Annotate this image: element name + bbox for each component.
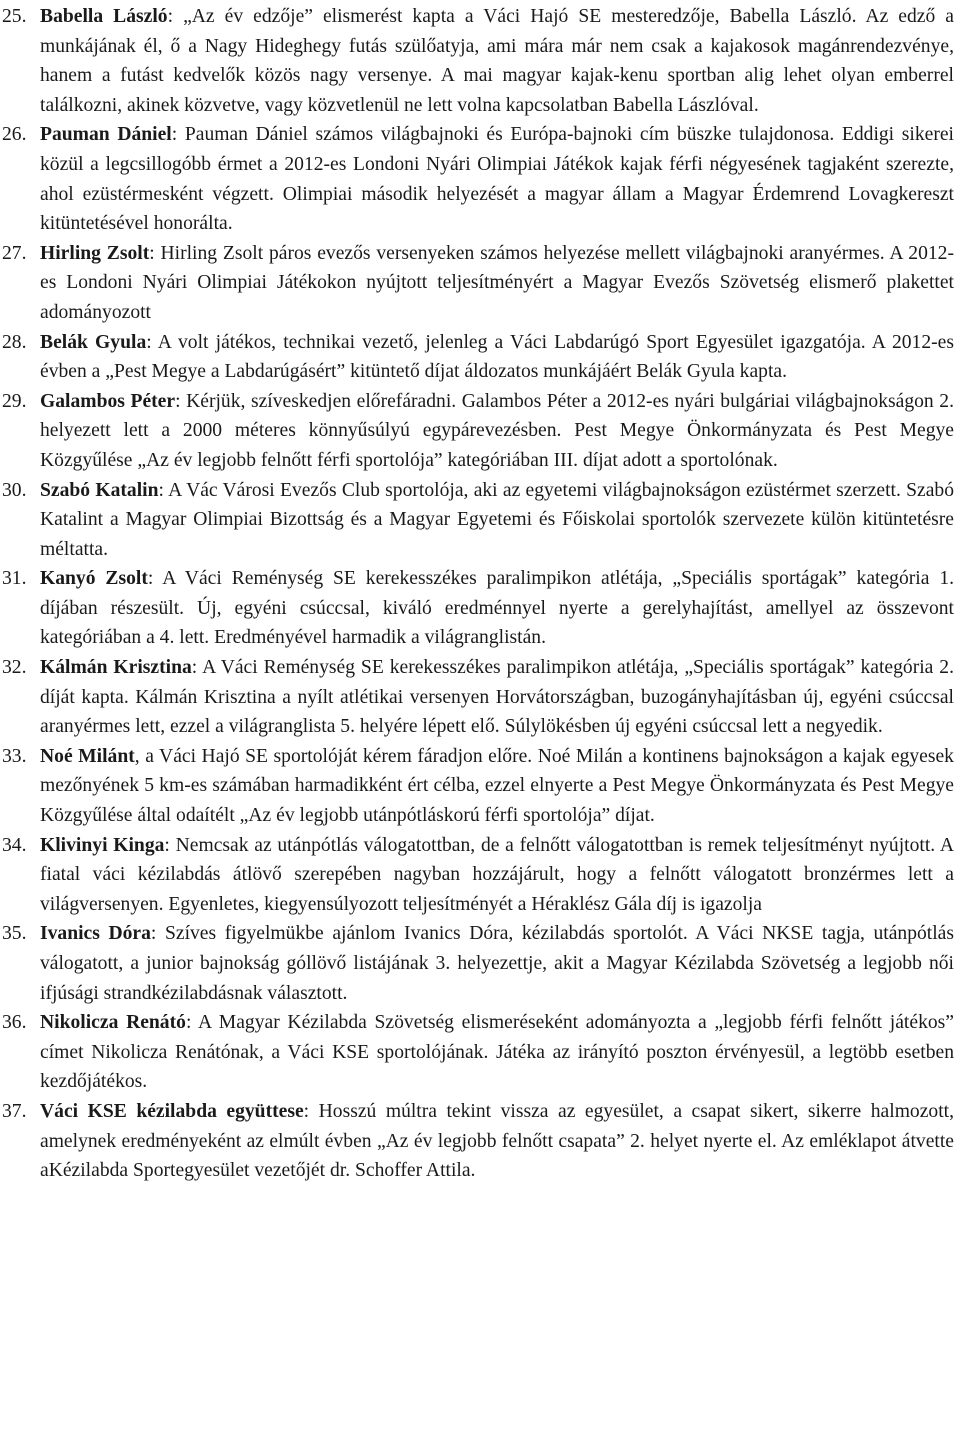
- entry-number: 30.: [2, 479, 27, 501]
- entry-number: 25.: [2, 6, 27, 27]
- entry-number: 26.: [2, 124, 27, 146]
- entry-separator: :: [191, 657, 203, 679]
- entry-number: 27.: [2, 242, 27, 264]
- entry-text: A Magyar Kézilabda Szövetség elismeréseként adományozta a „legjobb férfi felnőtt játékos” címet Nikolicza Renátónak, a Váci KSE sportolójának. Játéka az irányító poszton érvényesül, a legtöbb esetben kezdőjátékos.: [40, 1012, 954, 1093]
- entry-text: a Váci Hajó SE sportolóját kérem fáradjon előre. Noé Milán a kontinens bajnokságon a kajak egyesek mezőnyének 5 km-es számában harmadikként ért célba, ezzel elnyerte a Pest Megye Önkormányzata és Pest Megye Közgyűlése által odaítélt „Az év legjobb utánpótláskorú férfi sportolója” díjat.: [40, 745, 954, 827]
- entry-text: „Az év edzője” elismerést kapta a Váci Hajó SE mesteredzője, Babella László. Az edző a munkájának él, ő a Nagy Hideghegy futás szülőatyja, ami mára már nem csak a kajakosok magánrendezvénye, hanem a futást kedvelők közös nagy versenye. A mai magyar kajak-kenu sportban alig lehet olyan emberrel találkozni, akinek közvetve, vagy közvetlenül ne lett volna kapcsolatban Babella Lászlóval.: [40, 6, 954, 116]
- entry-separator: :: [149, 242, 161, 264]
- entry-name: Szabó Katalin: [40, 479, 159, 501]
- award-entry-37: [2, 1097, 954, 1186]
- entry-number: 32.: [2, 657, 27, 679]
- entry-text: Kérjük, szíveskedjen előrefáradni. Galambos Péter a 2012-es nyári bulgáriai világbajnokságon 2. helyezett lett a 2000 méteres könnyűsúlyú egypárevezésben. Pest Megye Önkormányzata és Pest Megye Közgyűlése „Az év legjobb felnőtt férfi sportolója” kategóriában III. díjat adott a sportolónak.: [40, 390, 954, 471]
- entry-separator: ,: [134, 745, 146, 767]
- entry-separator: :: [171, 124, 185, 146]
- award-entry-33: [2, 742, 954, 831]
- award-entry-32: [2, 653, 954, 742]
- award-list: [2, 2, 954, 1186]
- entry-number: 29.: [2, 390, 27, 412]
- award-entry-28: [2, 328, 954, 387]
- entry-name: Noé Milánt: [40, 745, 135, 767]
- entry-text: A volt játékos, technikai vezető, jelenleg a Váci Labdarúgó Sport Egyesület igazgatója. A 2012-es évben a „Pest Megye a Labdarúgásért” kitüntető díjat áldozatos munkájáért Belák Gyula kapta.: [40, 331, 955, 383]
- entry-name: Ivanics Dóra: [40, 923, 151, 945]
- entry-text: Hosszú múltra tekint vissza az egyesület, a csapat sikert, sikerre halmozott, amelynek eredményeként az elmúlt évben „Az év legjobb felnőtt csapata” 2. helyet nyerte el. Az emléklapot átvette aKézilabda Sportegyesület vezetőjét dr. Schoffer Attila.: [40, 1100, 955, 1182]
- entry-name: Galambos Péter: [40, 390, 176, 412]
- entry-name: Belák Gyula: [40, 331, 147, 353]
- entry-text: A Váci Reménység SE kerekesszékes paralimpikon atlétája, „Speciális sportágak” kategória 1. díjában részesült. Új, egyéni csúccsal, kiváló eredménnyel nyerte a gerelyhajítást, amellyel az összevont kategóriában a 4. lett. Eredményével harmadik a világranglistán.: [40, 568, 955, 649]
- entry-name: Kálmán Krisztina: [40, 657, 192, 679]
- entry-name: Klivinyi Kinga: [40, 834, 165, 856]
- entry-separator: :: [175, 390, 187, 412]
- entry-number: 31.: [2, 568, 27, 590]
- entry-name: Váci KSE kézilabda együttese: [40, 1100, 304, 1122]
- entry-separator: :: [146, 331, 158, 353]
- entry-name: Nikolicza Renátó: [40, 1012, 186, 1034]
- entry-number: 35.: [2, 923, 27, 945]
- entry-text: Pauman Dániel számos világbajnoki és Európa-bajnoki cím büszke tulajdonosa. Eddigi sikerei közül a legcsillogóbb érmet a 2012-es Londoni Nyári Olimpiai Játékok kajak férfi négyesének tagjaként szerezte, ahol ezüstérmesként végzett. Olimpiai második helyezését a magyar állam a Magyar Érdemrend Lovagkereszt kitüntetésével honorálta.: [40, 124, 954, 235]
- award-entry-30: [2, 476, 954, 565]
- entry-separator: :: [150, 923, 165, 945]
- award-entry-36: [2, 1008, 954, 1097]
- entry-number: 34.: [2, 834, 27, 856]
- entry-name: Hirling Zsolt: [40, 242, 150, 264]
- entry-name: Pauman Dániel: [40, 124, 172, 146]
- entry-text: Nemcsak az utánpótlás válogatottban, de a felnőtt válogatottban is remek teljesítményt nyújtott. A fiatal váci kézilabdás átlövő szerepében nagyban hozzájárult, hogy a felnőtt válogatott bronzérmes lett a világversenyen. Egyenletes, kiegyensúlyozott teljesítményét a Héraklész Gála díj is igazolja: [40, 834, 954, 915]
- entry-number: 37.: [2, 1100, 27, 1122]
- entry-number: 28.: [2, 331, 27, 353]
- entry-separator: :: [167, 6, 184, 27]
- entry-number: 36.: [2, 1012, 27, 1034]
- entry-separator: :: [164, 834, 176, 856]
- entry-name: Babella László: [40, 6, 168, 27]
- award-entry-27: [2, 239, 954, 328]
- entry-text: A Váci Reménység SE kerekesszékes paralimpikon atlétája, „Speciális sportágak” kategória 2. díját kapta. Kálmán Krisztina a nyílt atlétikai versenyen Horvátországban, buzogányhajításban új, egyéni csúccsal aranyérmes lett, ezzel a világranglista 5. helyére lépett elő. Súlylökésben új egyéni csúccsal lett a negyedik.: [40, 657, 954, 738]
- award-entry-35: [2, 919, 954, 1008]
- entry-text: A Vác Városi Evezős Club sportolója, aki az egyetemi világbajnokságon ezüstérmet szerzett. Szabó Katalint a Magyar Olimpiai Bizottság és a Magyar Egyetemi és Főiskolai sportolók szervezete külön kitüntetésre méltatta.: [40, 479, 955, 560]
- entry-separator: :: [158, 479, 169, 501]
- award-entry-29: [2, 387, 954, 476]
- award-entry-25: [2, 2, 954, 120]
- award-entry-34: [2, 831, 954, 920]
- award-entry-26: [2, 120, 954, 238]
- entry-text: Hirling Zsolt páros evezős versenyeken számos helyezése mellett világbajnoki aranyérmes. A 2012-es Londoni Nyári Olimpiai Játékokon nyújtott teljesítményért a Magyar Evezős Szövetség elismerő plakettet adományozott: [40, 242, 955, 323]
- entry-separator: :: [185, 1012, 199, 1034]
- entry-name: Kanyó Zsolt: [40, 568, 148, 590]
- entry-text: Szíves figyelmükbe ajánlom Ivanics Dóra, kézilabdás sportolót. A Váci NKSE tagja, utánpótlás válogatott, a junior bajnokság góllövő listájának 3. helyezettje, akit a Magyar Kézilabda Szövetség a legjobb női ifjúsági strandkézilabdásnak választott.: [40, 923, 954, 1004]
- entry-separator: :: [303, 1100, 319, 1122]
- entry-separator: :: [147, 568, 163, 590]
- award-entry-31: [2, 564, 954, 653]
- entry-number: 33.: [2, 745, 27, 767]
